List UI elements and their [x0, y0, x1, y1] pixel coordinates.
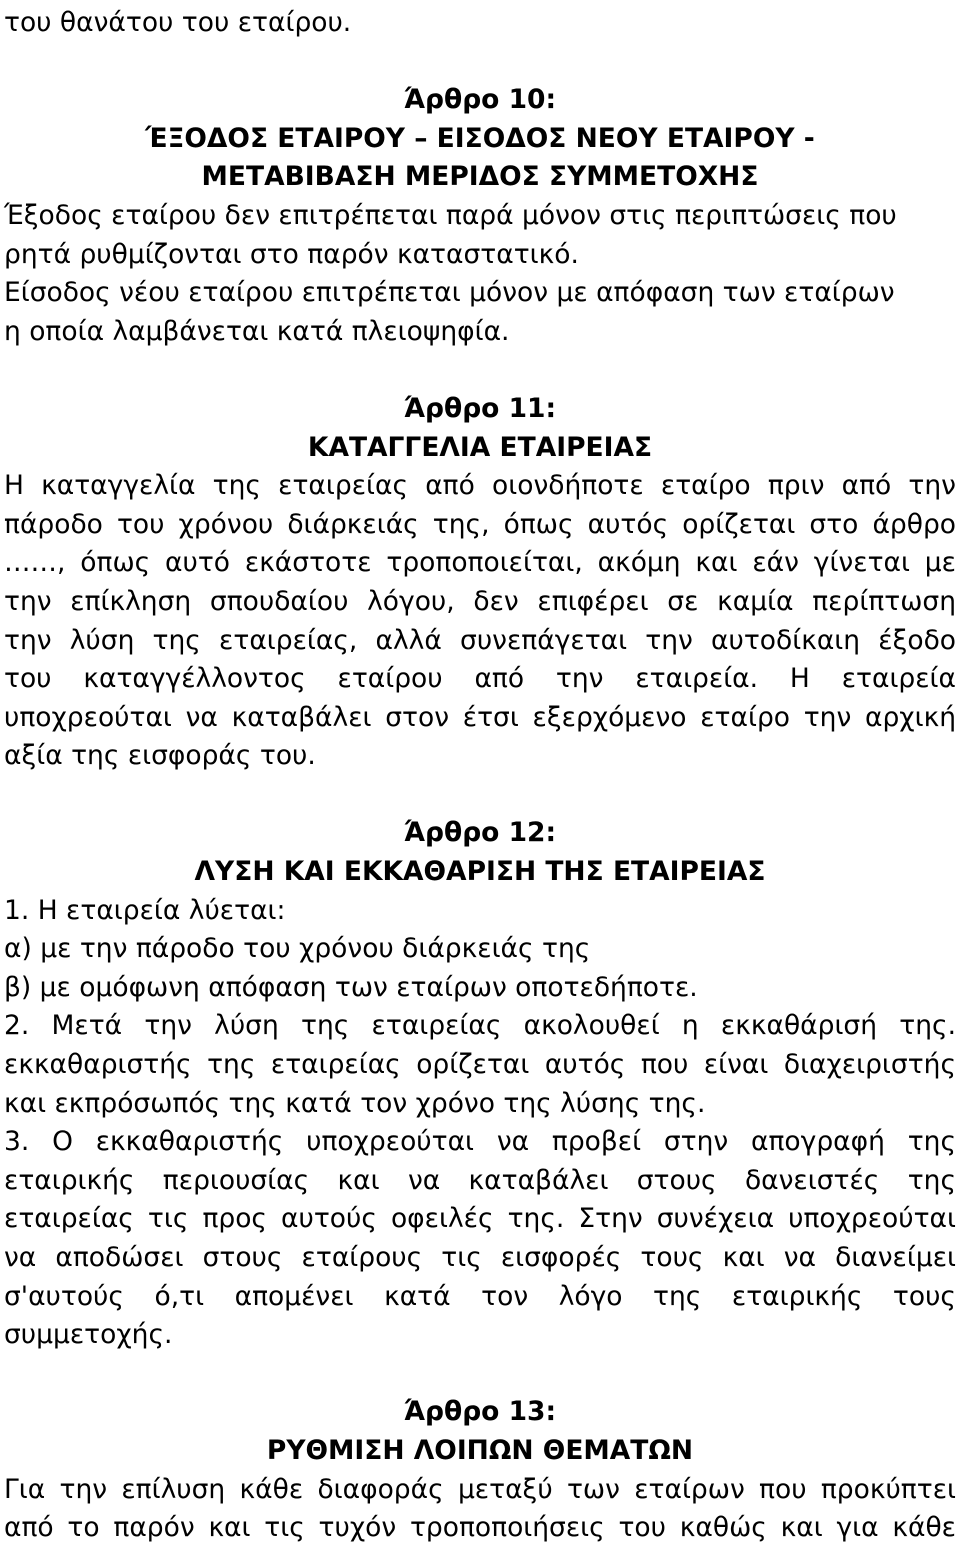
article-12-line: και εκπρόσωπός της κατά τον χρόνο της λύσης της. [4, 1087, 706, 1119]
article-13-title: ΡΥΘΜΙΣΗ ΛΟΙΠΩΝ ΘΕΜΑΤΩΝ [266, 1434, 694, 1466]
article-11-line: ……, όπως αυτό εκάστοτε τροποποιείται, ακόμη και εάν γίνεται με [4, 547, 956, 579]
article-12-line: εκκαθαριστής της εταιρείας ορίζεται αυτός που είναι διαχειριστής [4, 1049, 956, 1081]
article-13-line: από το παρόν και τις τυχόν τροποποιήσεις του καθώς και για κάθε [4, 1512, 956, 1544]
article-10-title-line-1: ΈΞΟΔΟΣ ΕΤΑΙΡΟΥ – ΕΙΣΟΔΟΣ ΝΕΟΥ ΕΤΑΙΡΟΥ - [145, 122, 815, 154]
article-12-line: 3. Ο εκκαθαριστής υποχρεούται να προβεί στην απογραφή της [4, 1126, 956, 1158]
article-10-line: Είσοδος νέου εταίρου επιτρέπεται μόνον με απόφαση των εταίρων [4, 277, 895, 309]
article-10-line: ρητά ρυθμίζονται στο παρόν καταστατικό. [4, 238, 579, 270]
article-12-title: ΛΥΣΗ ΚΑΙ ΕΚΚΑΘΑΡΙΣΗ ΤΗΣ ΕΤΑΙΡΕΙΑΣ [194, 856, 766, 888]
article-12-line: εταιρείας τις προς αυτούς οφειλές της. Στην συνέχεια υποχρεούται [4, 1203, 956, 1235]
article-11-line: αξία της εισφοράς του. [4, 740, 316, 772]
article-11-title: ΚΑΤΑΓΓΕΛΙΑ ΕΤΑΙΡΕΙΑΣ [307, 431, 653, 463]
article-10-line: η οποία λαμβάνεται κατά πλειοψηφία. [4, 315, 510, 347]
article-12-line: β) με ομόφωνη απόφαση των εταίρων οποτεδήποτε. [4, 971, 698, 1003]
article-11-line: πάροδο του χρόνου διάρκειάς της, όπως αυτός ορίζεται στο άρθρο [4, 508, 956, 540]
article-11-number: Άρθρο 11: [403, 392, 557, 424]
paragraph-gap [4, 351, 956, 390]
article-12-number: Άρθρο 12: [403, 817, 557, 849]
article-11-line: την λύση της εταιρείας, αλλά συνεπάγεται την αυτοδίκαιη έξοδο [4, 624, 956, 656]
article-13-line: Για την επίλυση κάθε διαφοράς μεταξύ των εταίρων που προκύπτει [4, 1473, 956, 1505]
paragraph-gap [4, 43, 956, 82]
article-10-title-line-2: ΜΕΤΑΒΙΒΑΣΗ ΜΕΡΙΔΟΣ ΣΥΜΜΕΤΟΧΗΣ [201, 161, 759, 193]
article-13-number: Άρθρο 13: [403, 1396, 557, 1428]
article-10-line: Έξοδος εταίρου δεν επιτρέπεται παρά μόνον στις περιπτώσεις που [4, 199, 897, 231]
article-11-line: του καταγγέλλοντος εταίρου από την εταιρεία. Η εταιρεία [4, 663, 956, 695]
article-11-line: την επίκληση σπουδαίου λόγου, δεν επιφέρει σε καμία περίπτωση [4, 585, 956, 617]
paragraph-gap [4, 776, 956, 815]
article-11-line: Η καταγγελία της εταιρείας από οιονδήποτε εταίρο πριν από την [4, 470, 956, 502]
article-12-line: εταιρικής περιουσίας και να καταβάλει στους δανειστές της [4, 1164, 956, 1196]
article-12-line: συμμετοχής. [4, 1319, 173, 1351]
paragraph-line: του θανάτου του εταίρου. [4, 7, 352, 38]
article-12-line: να αποδώσει στους εταίρους τις εισφορές τους και να διανείμει [4, 1242, 956, 1273]
article-10-number: Άρθρο 10: [403, 84, 557, 116]
article-12-line: 1. Η εταιρεία λύεται: [4, 894, 286, 926]
article-11-line: υποχρεούται να καταβάλει στον έτσι εξερχόμενο εταίρο την αρχική [4, 701, 956, 733]
article-12-line: α) με την πάροδο του χρόνου διάρκειάς της [4, 933, 591, 965]
article-12-line: σ'αυτούς ό,τι απομένει κατά τον λόγο της εταιρικής τους [4, 1280, 956, 1312]
paragraph-gap [4, 1355, 956, 1394]
article-12-line: 2. Μετά την λύση της εταιρείας ακολουθεί η εκκαθάρισή της. [4, 1010, 956, 1042]
